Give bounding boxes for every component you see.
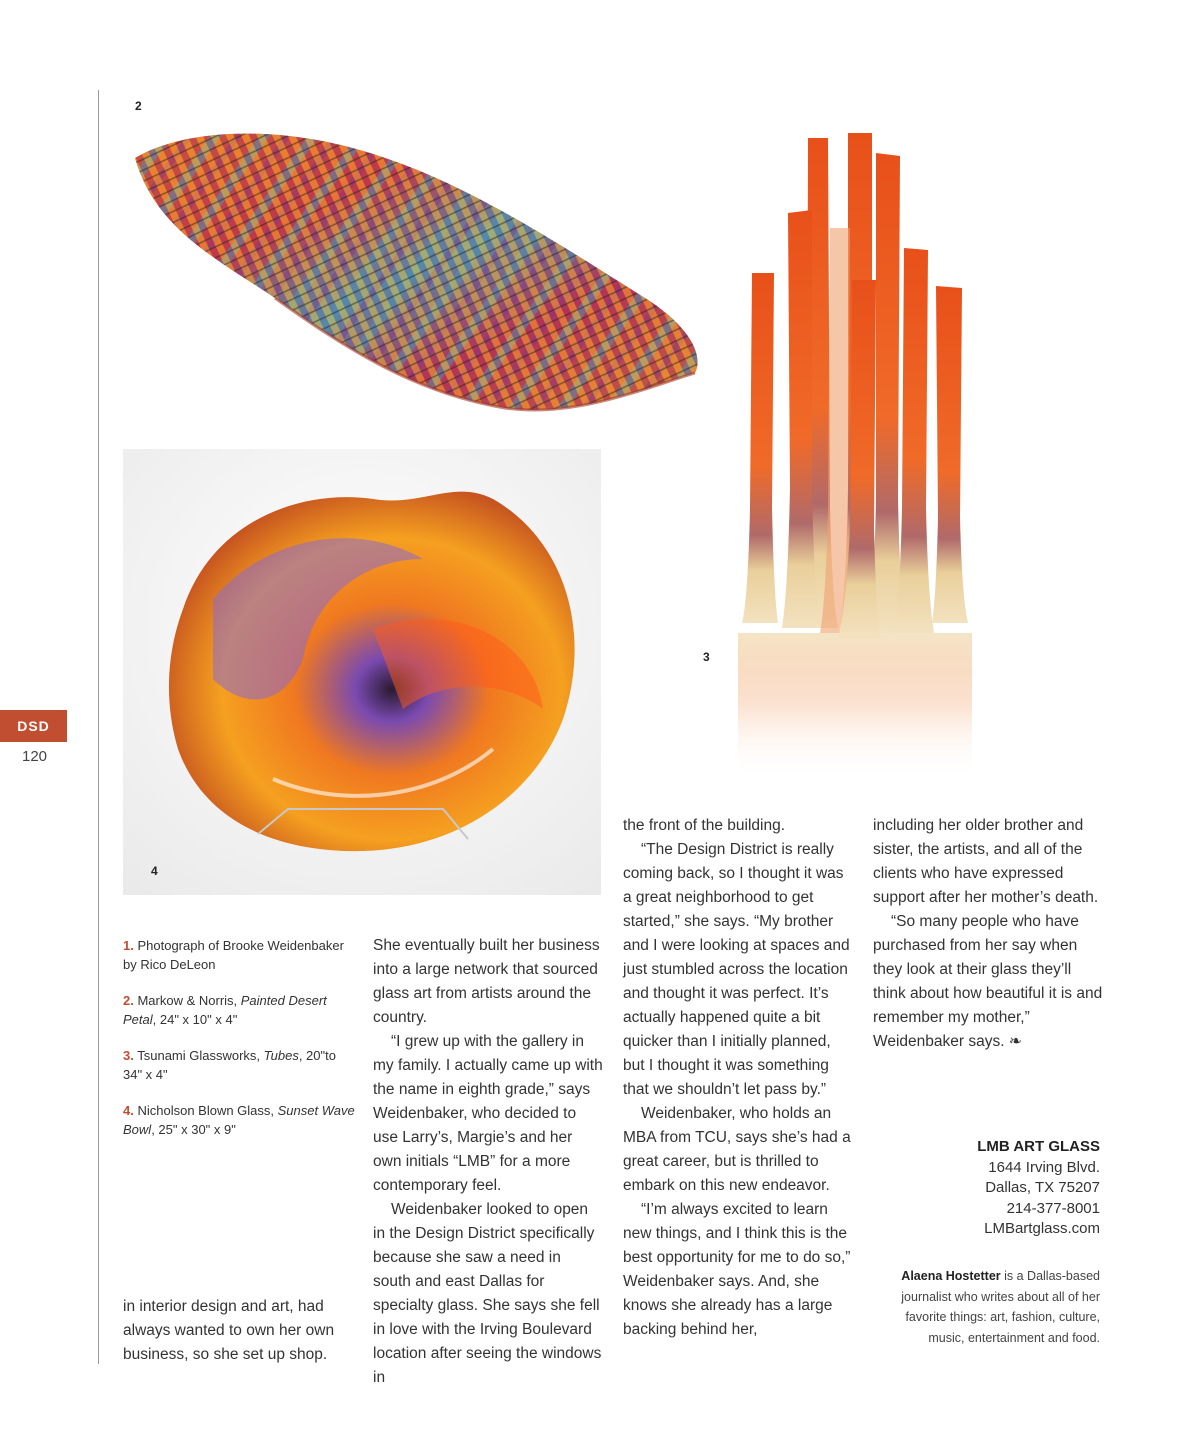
caption-text: Tsunami Glassworks, (137, 1048, 264, 1063)
photo-captions (123, 936, 358, 1156)
paragraph: the front of the building. (623, 817, 786, 834)
caption-title: Sunset Wave Bowl (123, 1103, 355, 1137)
caption-title: Tubes (263, 1048, 299, 1063)
article-column-1 (123, 1295, 348, 1367)
paragraph: “I grew up with the gallery in my family. I actually came up with the name in eighth grade,” says Weidenbaker, who decided to use Larry’s, Margie’s and her own initials “LMB” for a more contemporary feel. (373, 1033, 603, 1194)
paragraph: in interior design and art, had always wanted to own her own business, so she set up shop. (123, 1298, 335, 1363)
caption-size: , 24" x 10" x 4" (152, 1012, 238, 1027)
figure-number-4: 4 (151, 864, 158, 878)
figure-number-3: 3 (703, 650, 710, 664)
caption-title: Painted Desert Petal (123, 993, 327, 1027)
business-website: LMBartglass.com (984, 1220, 1100, 1237)
caption-4 (123, 1101, 358, 1139)
section-tab: DSD (0, 710, 67, 742)
caption-number: 2. (123, 993, 134, 1008)
figure-number-2: 2 (135, 99, 142, 113)
vertical-rule (98, 90, 99, 1364)
caption-size: , 25" x 30" x 9" (151, 1122, 236, 1137)
author-name: Alaena Hostetter (901, 1269, 1001, 1283)
author-bio-text: is a Dallas-based journalist who writes about all of her favorite things: art, fashion, culture, music, entertainment and food. (901, 1269, 1100, 1345)
business-info (977, 1137, 1100, 1240)
woven-glass-petal-image (125, 118, 705, 448)
caption-number: 3. (123, 1048, 134, 1063)
business-name: LMB ART GLASS (977, 1138, 1100, 1155)
article-column-3 (623, 814, 853, 1342)
business-address-line-2: Dallas, TX 75207 (985, 1179, 1100, 1196)
article-column-2 (373, 934, 603, 1390)
caption-text: Markow & Norris, (137, 993, 241, 1008)
caption-number: 1. (123, 938, 134, 953)
page-number: 120 (22, 748, 48, 765)
paragraph: Weidenbaker, who holds an MBA from TCU, says she’s had a great career, but is thrilled to embark on this new endeavor. (623, 1105, 851, 1194)
paragraph: “I’m always excited to learn new things, and I think this is the best opportunity for me to do so,” Weidenbaker says. And, she knows she already has a large backing behind her, (623, 1201, 851, 1338)
author-bio (870, 1266, 1100, 1348)
paragraph: “So many people who have purchased from her say when they look at their glass they’ll think about how beautiful it is and remember my mother,” Weidenbaker says. ❧ (873, 913, 1103, 1050)
sunset-wave-bowl-image (123, 449, 601, 895)
paragraph: “The Design District is really coming back, so I thought it was a great neighborhood to get started,” she says. “My brother and I were looking at spaces and just stumbled across the location and thought it was perfect. It’s actually happened quite a bit quicker than I initially planned, but I thought it was something that we shouldn’t let pass by.” (623, 841, 850, 1098)
caption-1 (123, 936, 358, 974)
glass-tubes-image (728, 128, 976, 780)
caption-size: , 20"to 34" x 4" (123, 1048, 336, 1082)
caption-text: Photograph of Brooke Weidenbaker by Rico DeLeon (123, 938, 344, 972)
caption-2 (123, 991, 358, 1029)
business-address-line-1: 1644 Irving Blvd. (988, 1158, 1100, 1176)
paragraph: including her older brother and sister, the artists, and all of the clients who have expressed support after her mother’s death. (873, 817, 1099, 906)
article-column-4 (873, 814, 1103, 1054)
caption-number: 4. (123, 1103, 134, 1118)
business-phone: 214-377-8001 (1006, 1199, 1100, 1217)
paragraph: She eventually built her business into a large network that sourced glass art from artists around the country. (373, 937, 600, 1026)
caption-text: Nicholson Blown Glass, (137, 1103, 278, 1118)
caption-3 (123, 1046, 358, 1084)
paragraph: Weidenbaker looked to open in the Design District specifically because she saw a need in south and east Dallas for specialty glass. She says she fell in love with the Irving Boulevard location after seeing the windows in (373, 1201, 602, 1386)
